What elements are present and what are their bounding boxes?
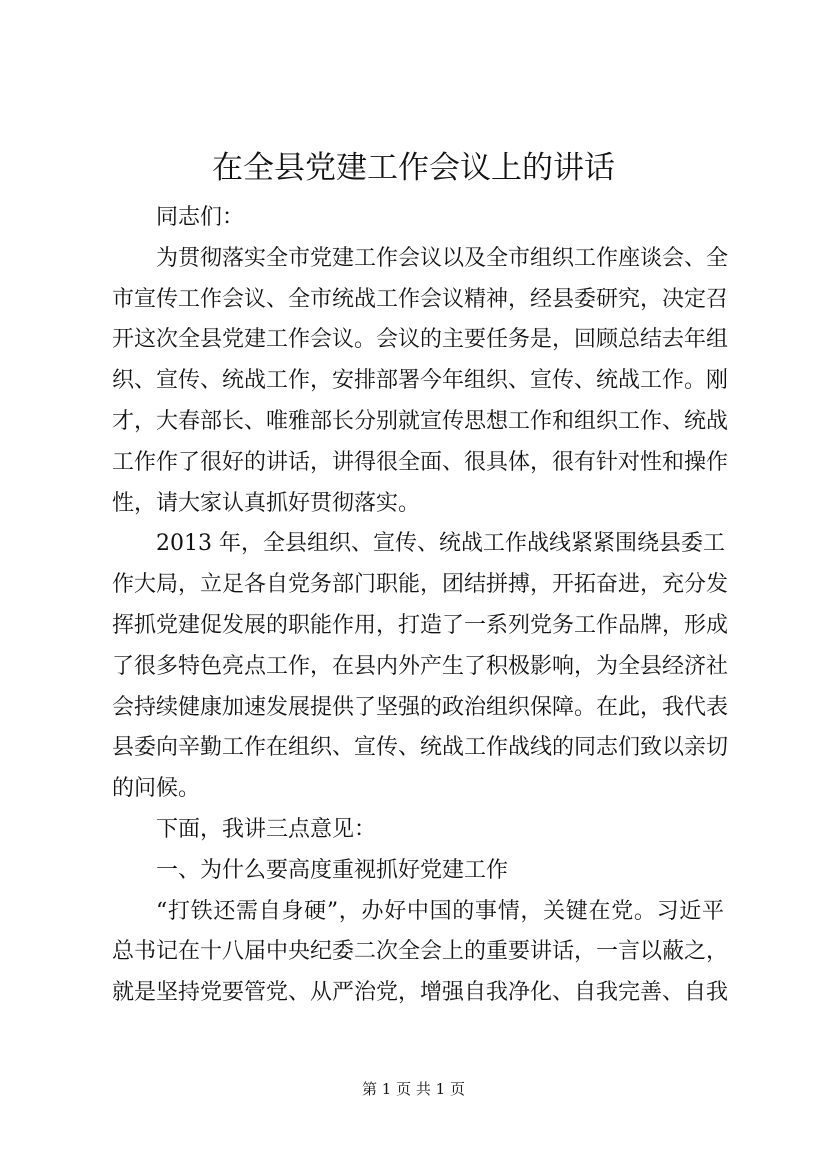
paragraph-line: 市宣传工作会议、全市统战工作会议精神，经县委研究，决定召 — [112, 286, 729, 312]
paragraph-line: 性，请大家认真抓好贯彻落实。 — [112, 490, 421, 516]
salutation-line: 同志们： — [156, 205, 245, 230]
paragraph-line: 挥抓党建促发展的职能作用，打造了一系列党务工作品牌，形成 — [112, 612, 729, 638]
paragraph-line: 下面，我讲三点意见： — [156, 816, 377, 842]
paragraph-line: 就是坚持党要管党、从严治党，增强自我净化、自我完善、自我 — [112, 980, 729, 1006]
page-footer: 第 1 页 共 1 页 — [362, 1080, 465, 1098]
paragraph-line: 才，大春部长、唯雅部长分别就宣传思想工作和组织工作、统战 — [112, 408, 729, 434]
paragraph-line: “打铁还需自身硬”，办好中国的事情，关键在党。习近平 — [156, 898, 724, 924]
paragraph-line: 开这次全县党建工作会议。会议的主要任务是，回顾总结去年组 — [112, 327, 729, 353]
section-heading: 一、为什么要高度重视抓好党建工作 — [156, 857, 509, 883]
document-title: 在全县党建工作会议上的讲话 — [212, 150, 615, 186]
paragraph-line: 县委向辛勤工作在组织、宣传、统战工作战线的同志们致以亲切 — [112, 735, 729, 761]
paragraph-line: 了很多特色亮点工作，在县内外产生了积极影响，为全县经济社 — [112, 653, 729, 679]
paragraph-line: 工作作了很好的讲话，讲得很全面、很具体，很有针对性和操作 — [112, 449, 729, 475]
paragraph-line: 2013 年，全县组织、宣传、统战工作战线紧紧围绕县委工 — [156, 531, 725, 557]
paragraph-line: 的问候。 — [112, 776, 201, 802]
paragraph-line: 作大局，立足各自党务部门职能，团结拼搏，开拓奋进，充分发 — [112, 572, 729, 598]
paragraph-line: 织、宣传、统战工作，安排部署今年组织、宣传、统战工作。刚 — [112, 368, 729, 394]
document-body — [112, 198, 729, 1014]
paragraph-line: 为贯彻落实全市党建工作会议以及全市组织工作座谈会、全 — [156, 245, 729, 271]
paragraph-line: 总书记在十八届中央纪委二次全会上的重要讲话，一言以蔽之， — [112, 939, 729, 965]
paragraph-line: 会持续健康加速发展提供了坚强的政治组织保障。在此，我代表 — [112, 694, 729, 720]
